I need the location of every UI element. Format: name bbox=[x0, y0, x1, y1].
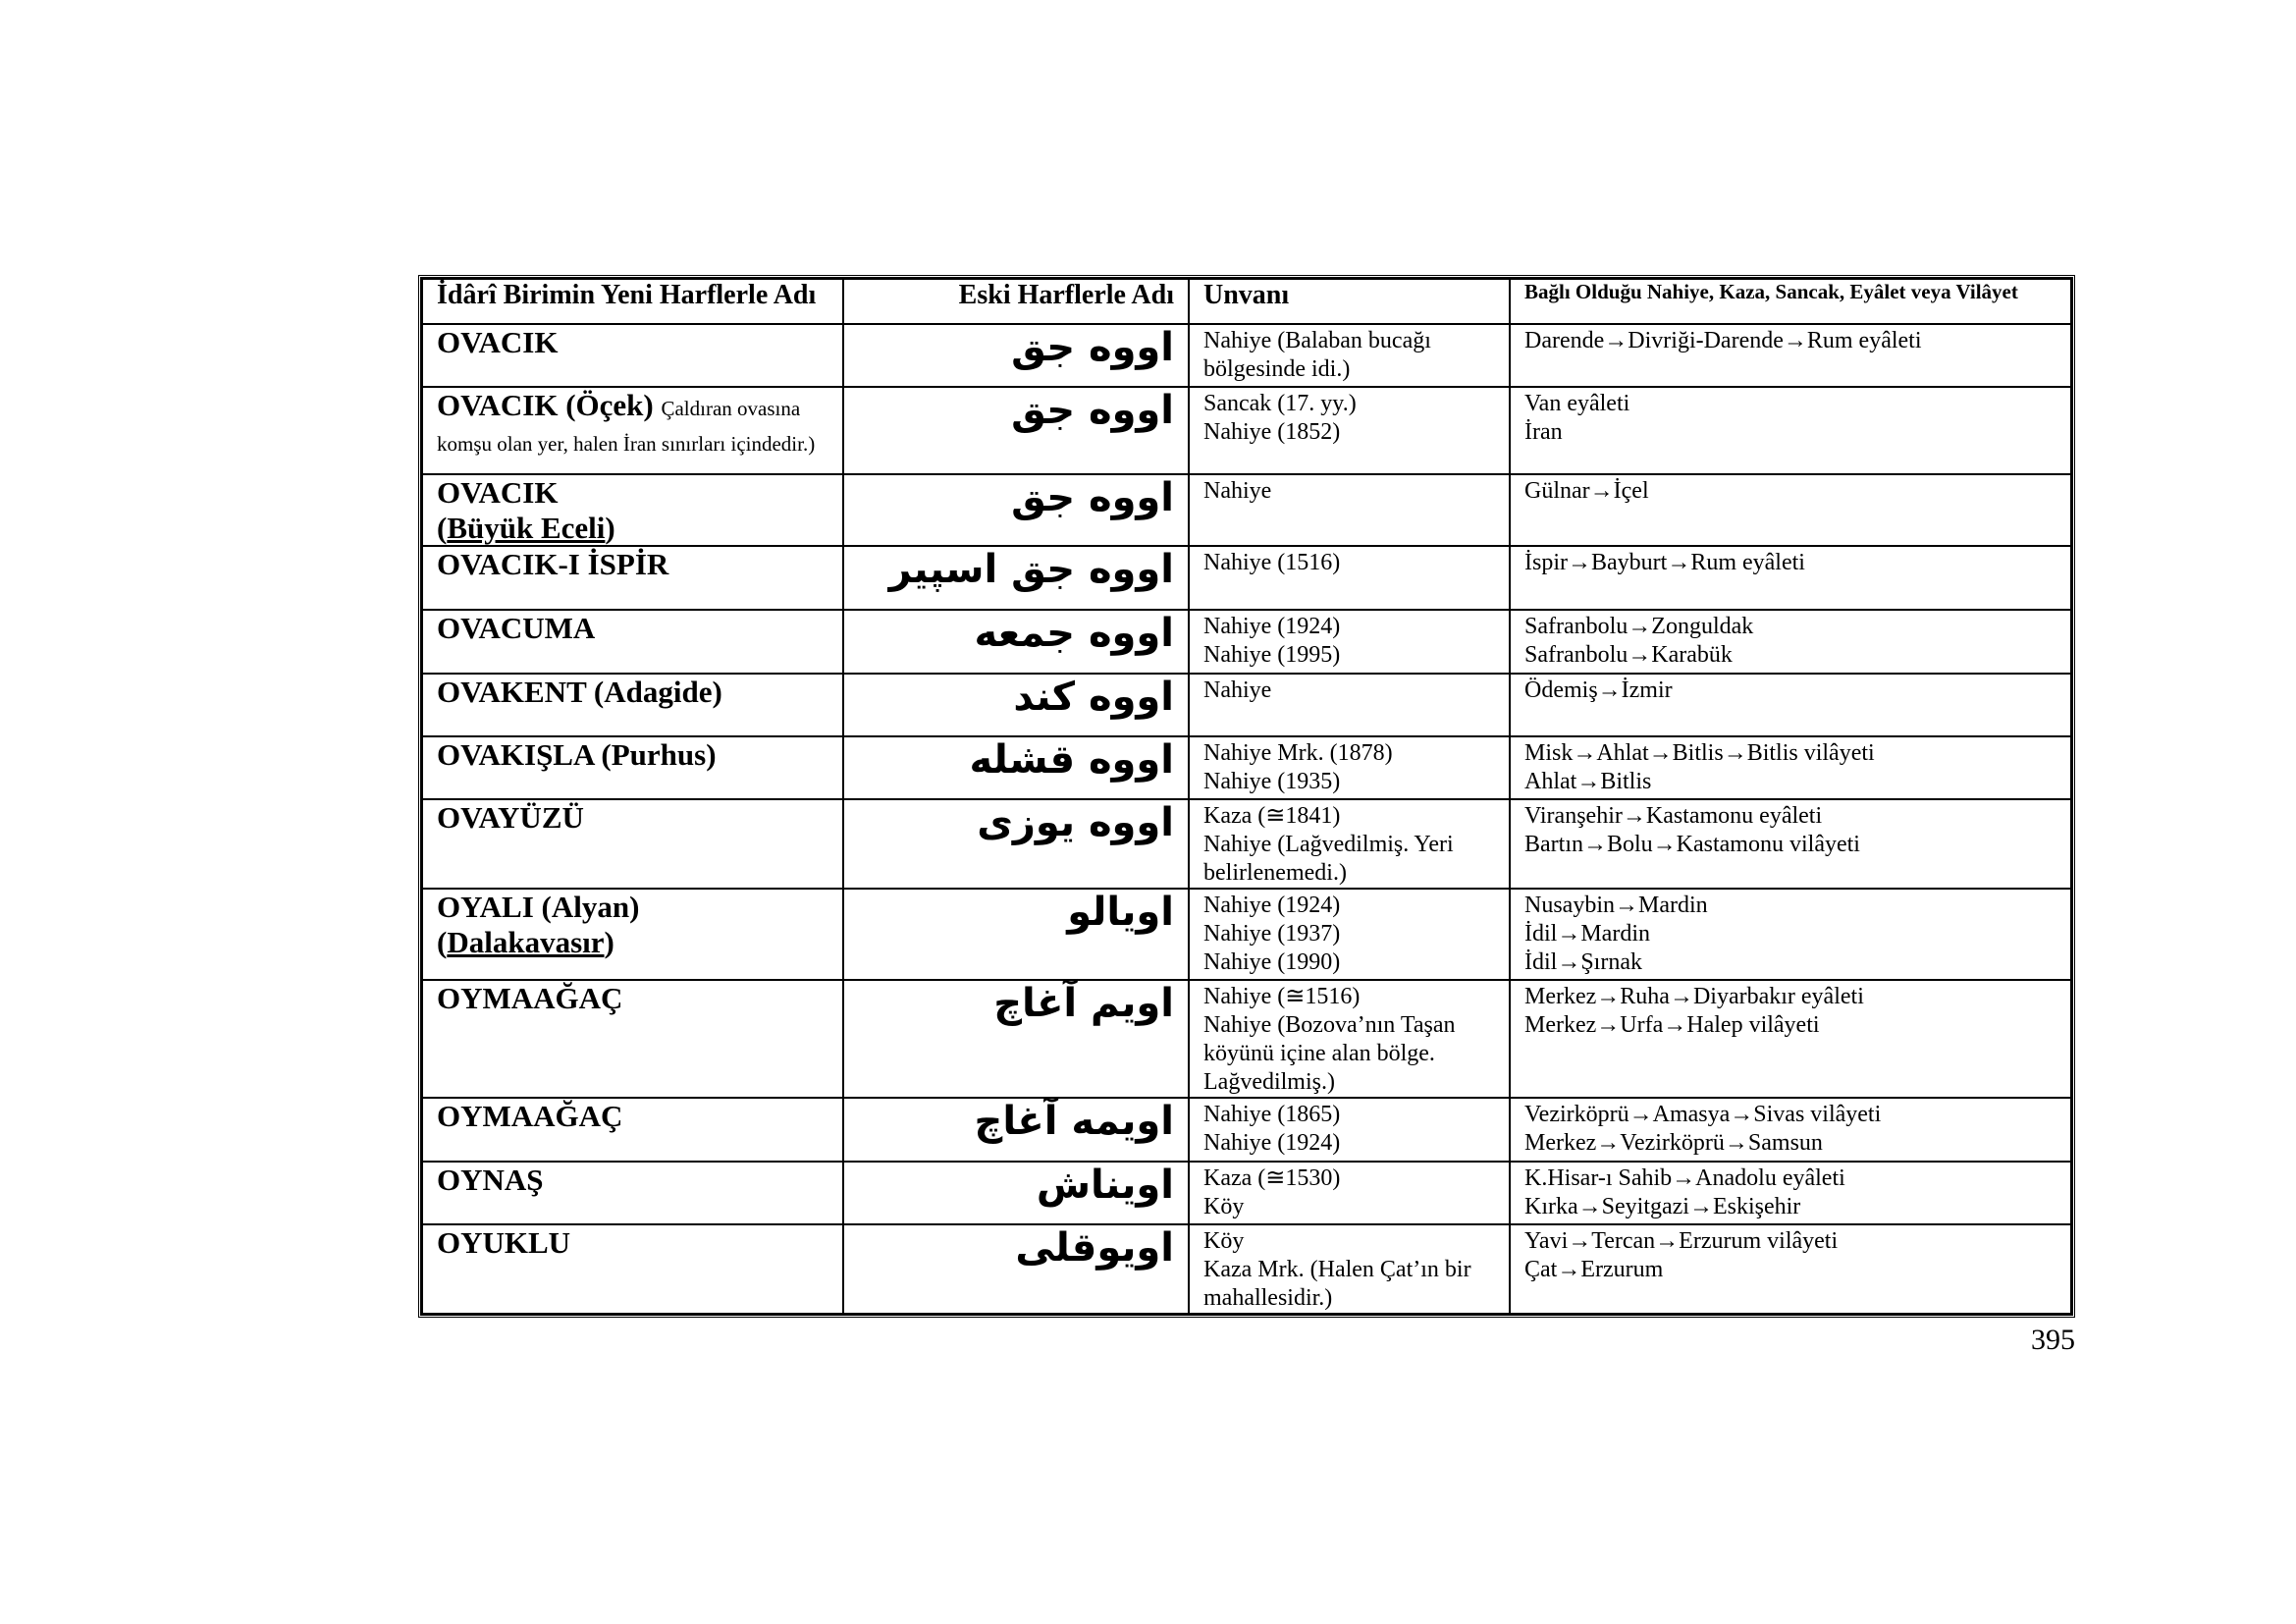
unit-name-cell bbox=[422, 546, 843, 610]
unit-affiliation-line: Safranbolu→Zonguldak bbox=[1524, 614, 1754, 640]
unit-name: OYMAAĞAÇ bbox=[437, 981, 623, 1016]
unit-affiliation-line: Kırka→Seyitgazi→Eskişehir bbox=[1524, 1194, 1801, 1220]
unit-affiliation-line: Safranbolu→Karabük bbox=[1524, 642, 1733, 669]
unit-name: OVACIK bbox=[437, 475, 559, 510]
unit-name: OYUKLU bbox=[437, 1225, 571, 1261]
table-header-row bbox=[422, 279, 2071, 324]
unit-affiliation-line: İspir→Bayburt→Rum eyâleti bbox=[1524, 550, 1805, 576]
unit-affiliation-cell bbox=[1510, 799, 2071, 889]
unit-name: OVAKENT (Adagide) bbox=[437, 675, 722, 710]
unit-title-line: mahallesidir.) bbox=[1203, 1285, 1333, 1312]
unit-name-cell bbox=[422, 799, 843, 889]
unit-affiliation-line: Gülnar→İçel bbox=[1524, 478, 1649, 504]
unit-name: OYALI (Alyan) bbox=[437, 890, 640, 925]
unit-title-cell bbox=[1189, 736, 1510, 799]
unit-name-cell bbox=[422, 736, 843, 799]
unit-title-line: belirlenemedi.) bbox=[1203, 860, 1347, 887]
unit-affiliation-line: K.Hisar-ı Sahib→Anadolu eyâleti bbox=[1524, 1165, 1845, 1192]
table-row bbox=[422, 546, 2071, 610]
unit-title-line: Sancak (17. yy.) bbox=[1203, 391, 1357, 416]
old-script-name: اووه جق bbox=[843, 474, 1189, 546]
unit-name: OYMAAĞAÇ bbox=[437, 1099, 623, 1134]
unit-affiliation-cell bbox=[1510, 736, 2071, 799]
unit-affiliation-cell bbox=[1510, 546, 2071, 610]
unit-name-cell bbox=[422, 1162, 843, 1224]
old-script-name: اويالو bbox=[843, 889, 1189, 980]
old-script-name: اووه جمعه bbox=[843, 610, 1189, 674]
unit-name: OVACIK (Öçek) bbox=[437, 388, 654, 422]
table-body bbox=[422, 324, 2071, 1314]
unit-title-line: Kaza (≅1841) bbox=[1203, 803, 1341, 830]
unit-title-line: Nahiye (1865) bbox=[1203, 1102, 1341, 1128]
unit-affiliation-line: İdil→Mardin bbox=[1524, 921, 1650, 947]
unit-title-line: Lağvedilmiş.) bbox=[1203, 1069, 1335, 1096]
unit-affiliation-line: Viranşehir→Kastamonu eyâleti bbox=[1524, 803, 1823, 830]
unit-title-cell bbox=[1189, 1162, 1510, 1224]
unit-affiliation-cell bbox=[1510, 610, 2071, 674]
unit-title-line: Köy bbox=[1203, 1194, 1245, 1220]
unit-title-cell bbox=[1189, 980, 1510, 1098]
unit-title-line: Kaza Mrk. (Halen Çat’ın bir bbox=[1203, 1257, 1471, 1283]
unit-affiliation-cell bbox=[1510, 1098, 2071, 1162]
page-number: 395 bbox=[2031, 1324, 2075, 1356]
table-row bbox=[422, 387, 2071, 474]
unit-title-line: Köy bbox=[1203, 1228, 1245, 1255]
unit-affiliation-line: Misk→Ahlat→Bitlis→Bitlis vilâyeti bbox=[1524, 740, 1875, 767]
old-script-name: اويمه آغاچ bbox=[843, 1098, 1189, 1162]
old-script-name: اويناش bbox=[843, 1162, 1189, 1224]
unit-name: OVACIK-I İSPİR bbox=[437, 547, 669, 582]
table-row bbox=[422, 674, 2071, 736]
table-row bbox=[422, 1224, 2071, 1314]
unit-affiliation-line: Çat→Erzurum bbox=[1524, 1257, 1664, 1283]
unit-name-cell bbox=[422, 474, 843, 546]
unit-name-cell bbox=[422, 324, 843, 387]
table-row bbox=[422, 1098, 2071, 1162]
unit-affiliation-cell bbox=[1510, 980, 2071, 1098]
unit-affiliation-cell bbox=[1510, 674, 2071, 736]
gazetteer-table-frame bbox=[418, 275, 2075, 1318]
unit-name-cell bbox=[422, 674, 843, 736]
unit-title-cell bbox=[1189, 387, 1510, 474]
unit-affiliation-line: Merkez→Ruha→Diyarbakır eyâleti bbox=[1524, 984, 1864, 1010]
unit-title-line: Nahiye (1990) bbox=[1203, 949, 1341, 976]
unit-title-cell bbox=[1189, 1098, 1510, 1162]
unit-title-line: Nahiye bbox=[1203, 478, 1272, 504]
old-script-name: اووه قشله bbox=[843, 736, 1189, 799]
unit-name-cell bbox=[422, 889, 843, 980]
unit-title-line: Nahiye (1995) bbox=[1203, 642, 1341, 669]
old-script-name: اووه جق اسپير bbox=[843, 546, 1189, 610]
unit-title-line: Nahiye (Lağvedilmiş. Yeri bbox=[1203, 832, 1454, 858]
old-script-name: اويم آغاچ bbox=[843, 980, 1189, 1098]
unit-affiliation-line: Van eyâleti bbox=[1524, 391, 1630, 416]
unit-title-line: Nahiye (1924) bbox=[1203, 893, 1341, 919]
unit-affiliation-cell bbox=[1510, 324, 2071, 387]
unit-alt-name: (Büyük Eceli) bbox=[437, 510, 615, 545]
administrative-units-table bbox=[421, 278, 2072, 1315]
unit-affiliation-line: Darende→Divriği-Darende→Rum eyâleti bbox=[1524, 328, 1922, 353]
unit-affiliation-cell bbox=[1510, 1162, 2071, 1224]
unit-title-line: köyünü içine alan bölge. bbox=[1203, 1041, 1435, 1067]
unit-title-line: Nahiye (1935) bbox=[1203, 769, 1341, 795]
unit-affiliation-line: Merkez→Urfa→Halep vilâyeti bbox=[1524, 1012, 1820, 1039]
unit-affiliation-cell bbox=[1510, 889, 2071, 980]
unit-title-line: Nahiye Mrk. (1878) bbox=[1203, 740, 1393, 767]
unit-title-line: Nahiye (≅1516) bbox=[1203, 984, 1361, 1010]
unit-title-line: Nahiye (Bozova’nın Taşan bbox=[1203, 1012, 1456, 1039]
unit-note: Çaldıran ovasına komşu olan yer, halen İran sınırları içindedir.) bbox=[437, 397, 816, 456]
unit-title-line: Nahiye (1852) bbox=[1203, 419, 1341, 445]
unit-name: OVACUMA bbox=[437, 611, 596, 646]
unit-affiliation-cell bbox=[1510, 387, 2071, 474]
unit-name: OYNAŞ bbox=[437, 1163, 544, 1198]
unit-affiliation-line: Bartın→Bolu→Kastamonu vilâyeti bbox=[1524, 832, 1860, 858]
unit-affiliation-line: İran bbox=[1524, 419, 1563, 445]
unit-affiliation-line: Ahlat→Bitlis bbox=[1524, 769, 1652, 795]
old-script-name: اووه جق bbox=[843, 324, 1189, 387]
unit-title-line: Nahiye (1937) bbox=[1203, 921, 1341, 947]
header-old-name: Eski Harflerle Adı bbox=[843, 279, 1189, 324]
unit-affiliation-line: İdil→Şırnak bbox=[1524, 949, 1642, 976]
unit-title-cell bbox=[1189, 889, 1510, 980]
unit-affiliation-line: Vezirköprü→Amasya→Sivas vilâyeti bbox=[1524, 1102, 1882, 1128]
unit-title-cell bbox=[1189, 799, 1510, 889]
unit-title-line: Nahiye (1924) bbox=[1203, 1130, 1341, 1157]
unit-affiliation-line: Nusaybin→Mardin bbox=[1524, 893, 1708, 919]
unit-affiliation-cell bbox=[1510, 1224, 2071, 1314]
unit-name-cell bbox=[422, 980, 843, 1098]
header-affiliation: Bağlı Olduğu Nahiye, Kaza, Sancak, Eyâlet veya Vilâyet bbox=[1510, 279, 2071, 324]
old-script-name: اووه يوزى bbox=[843, 799, 1189, 889]
unit-title-cell bbox=[1189, 610, 1510, 674]
unit-affiliation-line: Ödemiş→İzmir bbox=[1524, 677, 1673, 704]
unit-title-line: bölgesinde idi.) bbox=[1203, 356, 1351, 382]
table-row bbox=[422, 799, 2071, 889]
table-row bbox=[422, 1162, 2071, 1224]
unit-name-cell bbox=[422, 1224, 843, 1314]
unit-title-line: Nahiye (Balaban bucağı bbox=[1203, 328, 1431, 353]
unit-title-cell bbox=[1189, 546, 1510, 610]
unit-name-cell bbox=[422, 610, 843, 674]
unit-name: OVAYÜZÜ bbox=[437, 800, 584, 836]
old-script-name: اويوقلى bbox=[843, 1224, 1189, 1314]
header-new-name: İdârî Birimin Yeni Harflerle Adı bbox=[422, 279, 843, 324]
old-script-name: اووه كند bbox=[843, 674, 1189, 736]
unit-title-cell bbox=[1189, 1224, 1510, 1314]
unit-title-cell bbox=[1189, 474, 1510, 546]
table-row bbox=[422, 889, 2071, 980]
unit-alt-name: (Dalakavasır) bbox=[437, 924, 614, 959]
table-row bbox=[422, 610, 2071, 674]
unit-affiliation-line: Yavi→Tercan→Erzurum vilâyeti bbox=[1524, 1228, 1839, 1255]
table-row bbox=[422, 474, 2071, 546]
table-row bbox=[422, 736, 2071, 799]
unit-name: OVAKIŞLA (Purhus) bbox=[437, 737, 717, 773]
unit-title-cell bbox=[1189, 674, 1510, 736]
unit-affiliation-line: Merkez→Vezirköprü→Samsun bbox=[1524, 1130, 1823, 1157]
unit-title-cell bbox=[1189, 324, 1510, 387]
unit-name-cell bbox=[422, 387, 843, 474]
unit-affiliation-cell bbox=[1510, 474, 2071, 546]
unit-title-line: Nahiye (1924) bbox=[1203, 614, 1341, 640]
header-title: Unvanı bbox=[1189, 279, 1510, 324]
unit-name: OVACIK bbox=[437, 325, 559, 359]
unit-title-line: Kaza (≅1530) bbox=[1203, 1165, 1341, 1192]
table-row bbox=[422, 324, 2071, 387]
unit-title-line: Nahiye bbox=[1203, 677, 1272, 704]
unit-title-line: Nahiye (1516) bbox=[1203, 550, 1341, 576]
old-script-name: اووه جق bbox=[843, 387, 1189, 474]
unit-name-cell bbox=[422, 1098, 843, 1162]
table-row bbox=[422, 980, 2071, 1098]
